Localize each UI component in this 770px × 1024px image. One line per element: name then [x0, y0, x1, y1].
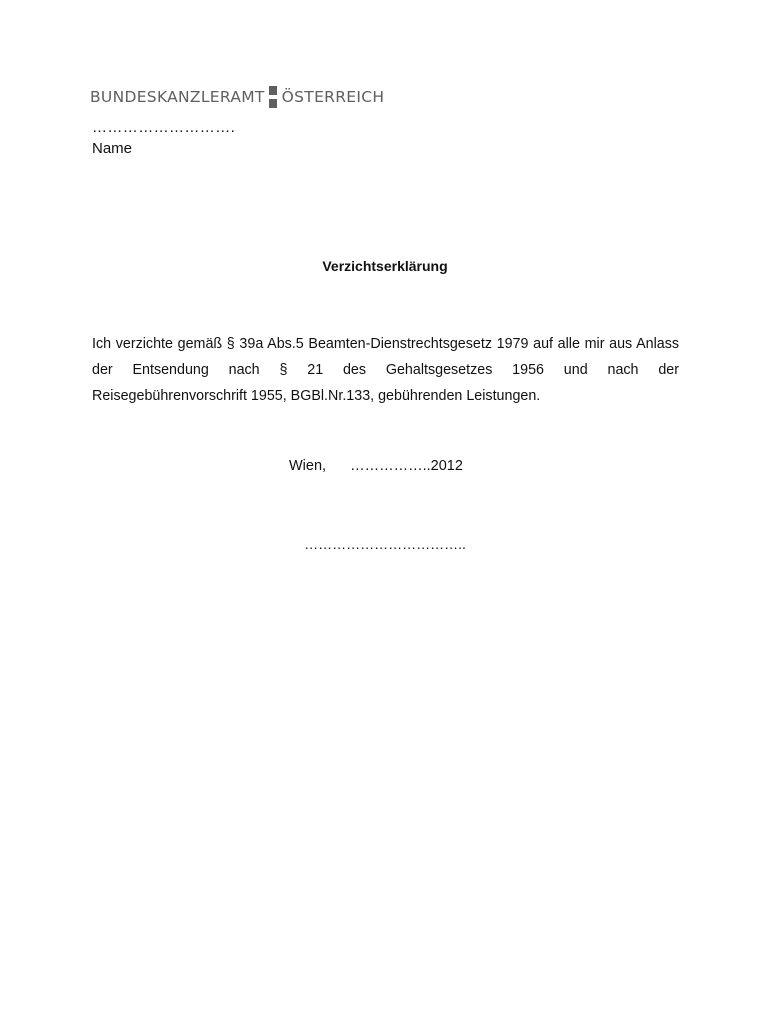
logo-text-left: BUNDESKANZLERAMT [90, 88, 265, 106]
signature-blank-line: …………………………….. [304, 536, 466, 552]
name-label: Name [92, 140, 133, 157]
place-label: Wien, [289, 458, 327, 474]
logo-mark-icon [269, 86, 277, 108]
place-date-line [289, 458, 463, 474]
name-blank-line: ………………………. [92, 119, 236, 136]
document-title: Verzichtserklärung [322, 258, 448, 274]
ministry-logo [90, 85, 384, 109]
date-blank: ……………..2012 [350, 458, 463, 474]
declaration-text: Ich verzichte gemäß § 39a Abs.5 Beamten-Dienstrechtsgesetz 1979 auf alle mir aus Anlass der Entsendung nach § 21 des Gehaltsgesetzes 1956 und nach der Reisegebührenvorschrift 1955, BGBl.Nr.133, gebührenden Leistungen. [92, 336, 679, 404]
logo-text-right: ÖSTERREICH [281, 88, 385, 106]
